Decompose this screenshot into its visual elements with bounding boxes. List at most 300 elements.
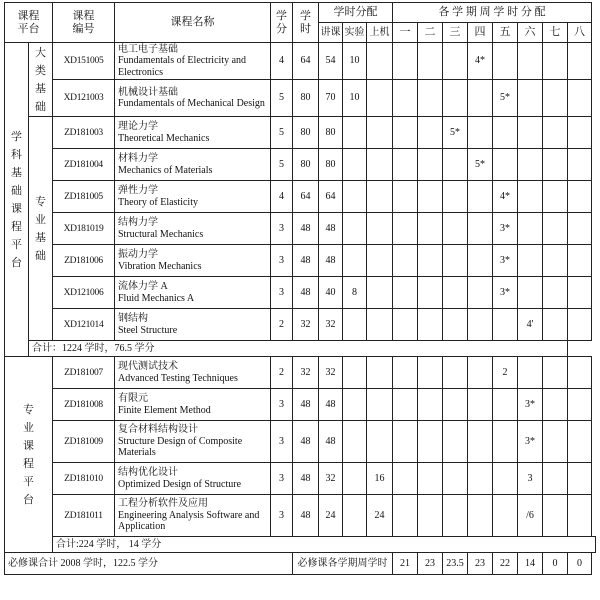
course-semester-3 bbox=[443, 495, 468, 537]
platform-label-discipline-char: 学 bbox=[11, 130, 22, 143]
course-row bbox=[5, 43, 596, 80]
course-semester-5: 3* bbox=[493, 277, 518, 309]
course-credit: 3 bbox=[271, 463, 293, 495]
course-hours: 80 bbox=[293, 80, 319, 117]
course-semester-6: 3* bbox=[518, 389, 543, 421]
course-semester-4 bbox=[468, 495, 493, 537]
platform-label-major-char: 程 bbox=[23, 457, 34, 470]
sub-label-general-char: 大 bbox=[35, 46, 46, 59]
sub-label-major-basic-char: 础 bbox=[35, 249, 46, 262]
weekly-hours-sem-2: 23 bbox=[418, 553, 443, 575]
course-semester-3 bbox=[443, 389, 468, 421]
course-code: ZD181007 bbox=[53, 357, 115, 389]
header-platform: 课程 平台 bbox=[5, 3, 53, 43]
course-row bbox=[5, 245, 596, 277]
course-name-cn: 弹性力学 bbox=[118, 185, 158, 196]
platform-label-major-char: 课 bbox=[23, 439, 34, 452]
course-lab-hours bbox=[343, 357, 367, 389]
course-lecture-hours: 32 bbox=[319, 357, 343, 389]
course-hours: 64 bbox=[293, 181, 319, 213]
course-name-cn: 机械设计基础 bbox=[118, 86, 178, 98]
course-semester-6 bbox=[518, 117, 543, 149]
course-semester-3 bbox=[443, 245, 468, 277]
course-name-cn: 材料力学 bbox=[118, 153, 158, 164]
course-name-cn: 工程分析软件及应用 bbox=[118, 498, 208, 510]
course-semester-7 bbox=[543, 357, 568, 389]
course-semester-1 bbox=[393, 309, 418, 341]
course-semester-7 bbox=[543, 117, 568, 149]
course-credit: 2 bbox=[271, 357, 293, 389]
course-row bbox=[5, 495, 596, 537]
course-semester-5 bbox=[493, 117, 518, 149]
platform-label-major-char: 业 bbox=[23, 421, 34, 434]
course-credit: 3 bbox=[271, 389, 293, 421]
course-row bbox=[5, 80, 596, 117]
course-semester-5 bbox=[493, 495, 518, 537]
course-credit: 3 bbox=[271, 421, 293, 463]
course-code: ZD181008 bbox=[53, 389, 115, 421]
course-credit: 5 bbox=[271, 117, 293, 149]
platform-label-major-char: 专 bbox=[23, 403, 34, 416]
course-semester-1 bbox=[393, 43, 418, 80]
course-hours: 48 bbox=[293, 277, 319, 309]
course-credit: 3 bbox=[271, 277, 293, 309]
sub-label-major-basic bbox=[29, 117, 53, 341]
course-semester-7 bbox=[543, 495, 568, 537]
course-lab-hours bbox=[343, 149, 367, 181]
course-semester-6 bbox=[518, 181, 543, 213]
course-semester-3 bbox=[443, 213, 468, 245]
course-semester-1 bbox=[393, 117, 418, 149]
course-semester-5: 4* bbox=[493, 181, 518, 213]
course-name-en: Finite Element Method bbox=[118, 404, 211, 416]
header-alloc-0: 讲课 bbox=[319, 23, 343, 43]
course-lecture-hours: 32 bbox=[319, 463, 343, 495]
course-semester-8 bbox=[568, 309, 592, 341]
course-credit: 3 bbox=[271, 495, 293, 537]
course-semester-8 bbox=[568, 80, 592, 117]
course-semester-5 bbox=[493, 43, 518, 80]
course-semester-2 bbox=[418, 245, 443, 277]
course-code: XD121003 bbox=[53, 80, 115, 117]
course-hours: 48 bbox=[293, 389, 319, 421]
course-lab-hours bbox=[343, 245, 367, 277]
course-credit: 2 bbox=[271, 309, 293, 341]
course-row bbox=[5, 277, 596, 309]
header-alloc-2: 上机 bbox=[367, 23, 393, 43]
course-semester-7 bbox=[543, 149, 568, 181]
course-computer-hours bbox=[367, 421, 393, 463]
header-alloc-1: 实验 bbox=[343, 23, 367, 43]
course-credit: 3 bbox=[271, 213, 293, 245]
course-name-en: Theory of Elasticity bbox=[118, 196, 198, 208]
course-computer-hours bbox=[367, 149, 393, 181]
course-semester-4 bbox=[468, 277, 493, 309]
course-hours: 48 bbox=[293, 495, 319, 537]
course-semester-7 bbox=[543, 277, 568, 309]
sub-label-general-char: 基 bbox=[35, 82, 46, 95]
weekly-hours-sem-5: 22 bbox=[493, 553, 518, 575]
header-sem-0: 一 bbox=[393, 23, 418, 43]
course-computer-hours: 24 bbox=[367, 495, 393, 537]
weekly-hours-sem-1: 21 bbox=[393, 553, 418, 575]
course-name-cn: 结构优化设计 bbox=[118, 467, 178, 478]
course-semester-5 bbox=[493, 463, 518, 495]
course-semester-6: 4' bbox=[518, 309, 543, 341]
course-semester-6 bbox=[518, 245, 543, 277]
course-hours: 48 bbox=[293, 463, 319, 495]
course-hours: 48 bbox=[293, 213, 319, 245]
course-name bbox=[115, 80, 271, 117]
course-row bbox=[5, 357, 596, 389]
course-lecture-hours: 48 bbox=[319, 245, 343, 277]
platform-label-discipline-char: 基 bbox=[11, 166, 22, 179]
course-row bbox=[5, 213, 596, 245]
course-computer-hours bbox=[367, 181, 393, 213]
curriculum-table bbox=[4, 2, 596, 575]
course-semester-1 bbox=[393, 181, 418, 213]
course-name bbox=[115, 277, 271, 309]
course-semester-3 bbox=[443, 80, 468, 117]
course-semester-3 bbox=[443, 421, 468, 463]
course-name-cn: 现代测试技术 bbox=[118, 361, 178, 372]
weekly-hours-sem-6: 14 bbox=[518, 553, 543, 575]
weekly-hours-label: 必修课各学期周学时 bbox=[293, 553, 393, 575]
course-semester-1 bbox=[393, 463, 418, 495]
course-row bbox=[5, 181, 596, 213]
course-credit: 3 bbox=[271, 245, 293, 277]
course-hours: 80 bbox=[293, 149, 319, 181]
required-total: 必修课合计 2008 学时，122.5 学分 bbox=[5, 553, 293, 575]
course-name-en: Advanced Testing Techniques bbox=[118, 372, 238, 384]
sub-label-major-basic-char: 基 bbox=[35, 231, 46, 244]
course-semester-1 bbox=[393, 389, 418, 421]
weekly-hours-sem-4: 23 bbox=[468, 553, 493, 575]
course-code: ZD181009 bbox=[53, 421, 115, 463]
course-computer-hours bbox=[367, 309, 393, 341]
header-sem-5: 六 bbox=[518, 23, 543, 43]
course-semester-1 bbox=[393, 357, 418, 389]
course-semester-7 bbox=[543, 309, 568, 341]
course-semester-6 bbox=[518, 357, 543, 389]
course-semester-2 bbox=[418, 463, 443, 495]
course-name-en: Steel Structure bbox=[118, 324, 178, 336]
course-lab-hours bbox=[343, 389, 367, 421]
course-name bbox=[115, 181, 271, 213]
course-hours: 80 bbox=[293, 117, 319, 149]
course-name-en: Engineering Analysis Software and Application bbox=[118, 509, 260, 533]
platform-label-major bbox=[5, 357, 53, 553]
course-row bbox=[5, 463, 596, 495]
course-semester-7 bbox=[543, 43, 568, 80]
course-lab-hours bbox=[343, 463, 367, 495]
course-semester-3 bbox=[443, 43, 468, 80]
subtotal-discipline: 合计：1224 学时，76.5 学分 bbox=[29, 341, 568, 357]
course-semester-8 bbox=[568, 495, 592, 537]
header-credit: 学 分 bbox=[271, 3, 293, 43]
platform-label-major-char: 台 bbox=[23, 493, 34, 506]
course-semester-2 bbox=[418, 149, 443, 181]
course-lecture-hours: 24 bbox=[319, 495, 343, 537]
course-semester-4 bbox=[468, 463, 493, 495]
course-name bbox=[115, 213, 271, 245]
course-semester-6 bbox=[518, 149, 543, 181]
sub-label-general-char: 础 bbox=[35, 100, 46, 113]
course-name bbox=[115, 357, 271, 389]
course-hours: 32 bbox=[293, 357, 319, 389]
course-lab-hours: 10 bbox=[343, 43, 367, 80]
course-lab-hours bbox=[343, 181, 367, 213]
course-computer-hours bbox=[367, 43, 393, 80]
course-lecture-hours: 54 bbox=[319, 43, 343, 80]
course-semester-8 bbox=[568, 43, 592, 80]
course-semester-2 bbox=[418, 309, 443, 341]
weekly-hours-sem-3: 23.5 bbox=[443, 553, 468, 575]
course-semester-1 bbox=[393, 213, 418, 245]
course-semester-6 bbox=[518, 80, 543, 117]
course-semester-4 bbox=[468, 245, 493, 277]
course-semester-6 bbox=[518, 277, 543, 309]
course-computer-hours bbox=[367, 389, 393, 421]
course-semester-4 bbox=[468, 80, 493, 117]
course-code: ZD181003 bbox=[53, 117, 115, 149]
course-name bbox=[115, 389, 271, 421]
course-computer-hours bbox=[367, 117, 393, 149]
course-name bbox=[115, 421, 271, 463]
course-semester-6: 3 bbox=[518, 463, 543, 495]
course-lab-hours: 10 bbox=[343, 80, 367, 117]
course-name bbox=[115, 43, 271, 80]
course-semester-8 bbox=[568, 421, 592, 463]
course-lecture-hours: 80 bbox=[319, 117, 343, 149]
course-semester-1 bbox=[393, 421, 418, 463]
course-semester-7 bbox=[543, 213, 568, 245]
course-semester-8 bbox=[568, 463, 592, 495]
header-sem-6: 七 bbox=[543, 23, 568, 43]
platform-label-discipline-char: 程 bbox=[11, 220, 22, 233]
sub-label-general bbox=[29, 43, 53, 117]
course-code: ZD181010 bbox=[53, 463, 115, 495]
course-code: XD181019 bbox=[53, 213, 115, 245]
course-code: XD121006 bbox=[53, 277, 115, 309]
header-sem-1: 二 bbox=[418, 23, 443, 43]
course-credit: 4 bbox=[271, 43, 293, 80]
course-semester-1 bbox=[393, 245, 418, 277]
course-semester-5 bbox=[493, 421, 518, 463]
course-semester-8 bbox=[568, 277, 592, 309]
course-lecture-hours: 48 bbox=[319, 421, 343, 463]
course-lab-hours bbox=[343, 495, 367, 537]
course-semester-1 bbox=[393, 149, 418, 181]
course-semester-2 bbox=[418, 357, 443, 389]
course-semester-4: 4* bbox=[468, 43, 493, 80]
course-row bbox=[5, 117, 596, 149]
subtotal-row bbox=[5, 341, 596, 357]
course-semester-5: 2 bbox=[493, 357, 518, 389]
course-semester-4: 5* bbox=[468, 149, 493, 181]
course-semester-2 bbox=[418, 213, 443, 245]
course-credit: 4 bbox=[271, 181, 293, 213]
course-row bbox=[5, 389, 596, 421]
course-name bbox=[115, 149, 271, 181]
header-hours: 学 时 bbox=[293, 3, 319, 43]
course-code: ZD181005 bbox=[53, 181, 115, 213]
course-row bbox=[5, 149, 596, 181]
course-computer-hours bbox=[367, 245, 393, 277]
sub-label-major-basic-char: 专 bbox=[35, 195, 46, 208]
platform-label-discipline-char: 课 bbox=[11, 202, 22, 215]
course-semester-7 bbox=[543, 80, 568, 117]
course-semester-5 bbox=[493, 149, 518, 181]
subtotal-row bbox=[5, 537, 596, 553]
course-name bbox=[115, 245, 271, 277]
course-semester-4 bbox=[468, 213, 493, 245]
course-semester-8 bbox=[568, 389, 592, 421]
course-semester-2 bbox=[418, 117, 443, 149]
course-semester-1 bbox=[393, 495, 418, 537]
course-name-en: Structural Mechanics bbox=[118, 228, 204, 240]
course-code: ZD181006 bbox=[53, 245, 115, 277]
weekly-hours-sem-8: 0 bbox=[568, 553, 592, 575]
course-semester-3 bbox=[443, 309, 468, 341]
course-lecture-hours: 64 bbox=[319, 181, 343, 213]
course-row bbox=[5, 309, 596, 341]
header-name: 课程名称 bbox=[115, 3, 271, 43]
course-semester-6 bbox=[518, 213, 543, 245]
header-code: 课程 编号 bbox=[53, 3, 115, 43]
course-lab-hours bbox=[343, 213, 367, 245]
course-lecture-hours: 40 bbox=[319, 277, 343, 309]
course-hours: 32 bbox=[293, 309, 319, 341]
course-lecture-hours: 70 bbox=[319, 80, 343, 117]
header-semesters: 各 学 期 周 学 时 分 配 bbox=[393, 3, 592, 23]
course-semester-4 bbox=[468, 181, 493, 213]
course-semester-8 bbox=[568, 245, 592, 277]
course-code: ZD181004 bbox=[53, 149, 115, 181]
course-name-en: Mechanics of Materials bbox=[118, 164, 213, 176]
course-semester-3 bbox=[443, 181, 468, 213]
course-computer-hours bbox=[367, 357, 393, 389]
course-semester-6: /6 bbox=[518, 495, 543, 537]
course-semester-1 bbox=[393, 80, 418, 117]
header-sem-7: 八 bbox=[568, 23, 592, 43]
course-semester-5: 5* bbox=[493, 80, 518, 117]
course-name bbox=[115, 495, 271, 537]
course-name-cn: 结构力学 bbox=[118, 217, 158, 228]
sub-label-major-basic-char: 业 bbox=[35, 213, 46, 226]
course-computer-hours bbox=[367, 277, 393, 309]
course-semester-4 bbox=[468, 117, 493, 149]
header-alloc: 学时分配 bbox=[319, 3, 393, 23]
course-lecture-hours: 80 bbox=[319, 149, 343, 181]
course-semester-2 bbox=[418, 277, 443, 309]
course-name-cn: 钢结构 bbox=[118, 313, 148, 324]
course-semester-2 bbox=[418, 421, 443, 463]
course-lab-hours: 8 bbox=[343, 277, 367, 309]
course-semester-7 bbox=[543, 421, 568, 463]
course-semester-2 bbox=[418, 389, 443, 421]
course-semester-4 bbox=[468, 357, 493, 389]
course-name-en: Fundamentals of Mechanical Design bbox=[118, 98, 265, 109]
course-code: ZD181011 bbox=[53, 495, 115, 537]
course-name-cn: 电工电子基础 bbox=[118, 43, 178, 55]
course-name-cn: 流体力学 A bbox=[118, 281, 168, 292]
course-semester-7 bbox=[543, 389, 568, 421]
course-semester-1 bbox=[393, 277, 418, 309]
platform-label-discipline bbox=[5, 43, 29, 357]
course-lecture-hours: 48 bbox=[319, 389, 343, 421]
course-semester-5 bbox=[493, 309, 518, 341]
course-name-en: Fundamentals of Electricity and Electronics bbox=[118, 55, 247, 78]
course-semester-4 bbox=[468, 421, 493, 463]
course-semester-8 bbox=[568, 149, 592, 181]
course-semester-8 bbox=[568, 117, 592, 149]
course-lecture-hours: 32 bbox=[319, 309, 343, 341]
course-lab-hours bbox=[343, 309, 367, 341]
course-credit: 5 bbox=[271, 149, 293, 181]
course-semester-8 bbox=[568, 181, 592, 213]
course-semester-4 bbox=[468, 309, 493, 341]
course-hours: 48 bbox=[293, 421, 319, 463]
course-semester-7 bbox=[543, 181, 568, 213]
platform-label-discipline-char: 础 bbox=[11, 184, 22, 197]
course-code: XD121014 bbox=[53, 309, 115, 341]
course-semester-4 bbox=[468, 389, 493, 421]
course-semester-3 bbox=[443, 357, 468, 389]
course-semester-5: 3* bbox=[493, 213, 518, 245]
course-credit: 5 bbox=[271, 80, 293, 117]
course-hours: 48 bbox=[293, 245, 319, 277]
course-name-en: Vibration Mechanics bbox=[118, 260, 202, 272]
platform-label-discipline-char: 台 bbox=[11, 256, 22, 269]
course-lecture-hours: 48 bbox=[319, 213, 343, 245]
platform-label-discipline-char: 平 bbox=[11, 238, 22, 251]
course-name bbox=[115, 309, 271, 341]
course-code: XD151005 bbox=[53, 43, 115, 80]
course-semester-7 bbox=[543, 245, 568, 277]
platform-label-discipline-char: 科 bbox=[11, 148, 22, 161]
course-row bbox=[5, 421, 596, 463]
footer-row bbox=[5, 553, 596, 575]
course-semester-5: 3* bbox=[493, 245, 518, 277]
course-semester-2 bbox=[418, 181, 443, 213]
course-computer-hours bbox=[367, 80, 393, 117]
course-semester-2 bbox=[418, 43, 443, 80]
course-name bbox=[115, 463, 271, 495]
sub-label-general-char: 类 bbox=[35, 64, 46, 77]
course-semester-6 bbox=[518, 43, 543, 80]
course-name-en: Theoretical Mechanics bbox=[118, 132, 210, 144]
course-semester-3 bbox=[443, 149, 468, 181]
course-semester-2 bbox=[418, 80, 443, 117]
course-semester-3 bbox=[443, 277, 468, 309]
course-semester-7 bbox=[543, 463, 568, 495]
header-sem-4: 五 bbox=[493, 23, 518, 43]
course-semester-6: 3* bbox=[518, 421, 543, 463]
course-semester-8 bbox=[568, 213, 592, 245]
course-name bbox=[115, 117, 271, 149]
course-lab-hours bbox=[343, 421, 367, 463]
course-computer-hours: 16 bbox=[367, 463, 393, 495]
course-name-cn: 复合材料结构设计 bbox=[118, 424, 198, 436]
course-hours: 64 bbox=[293, 43, 319, 80]
course-name-en: Structure Design of Composite Materials bbox=[118, 435, 243, 459]
platform-label-major-char: 平 bbox=[23, 475, 34, 488]
course-semester-5 bbox=[493, 389, 518, 421]
course-lab-hours bbox=[343, 117, 367, 149]
subtotal-major: 合计:224 学时， 14 学分 bbox=[53, 537, 596, 553]
course-name-cn: 理论力学 bbox=[118, 121, 158, 132]
